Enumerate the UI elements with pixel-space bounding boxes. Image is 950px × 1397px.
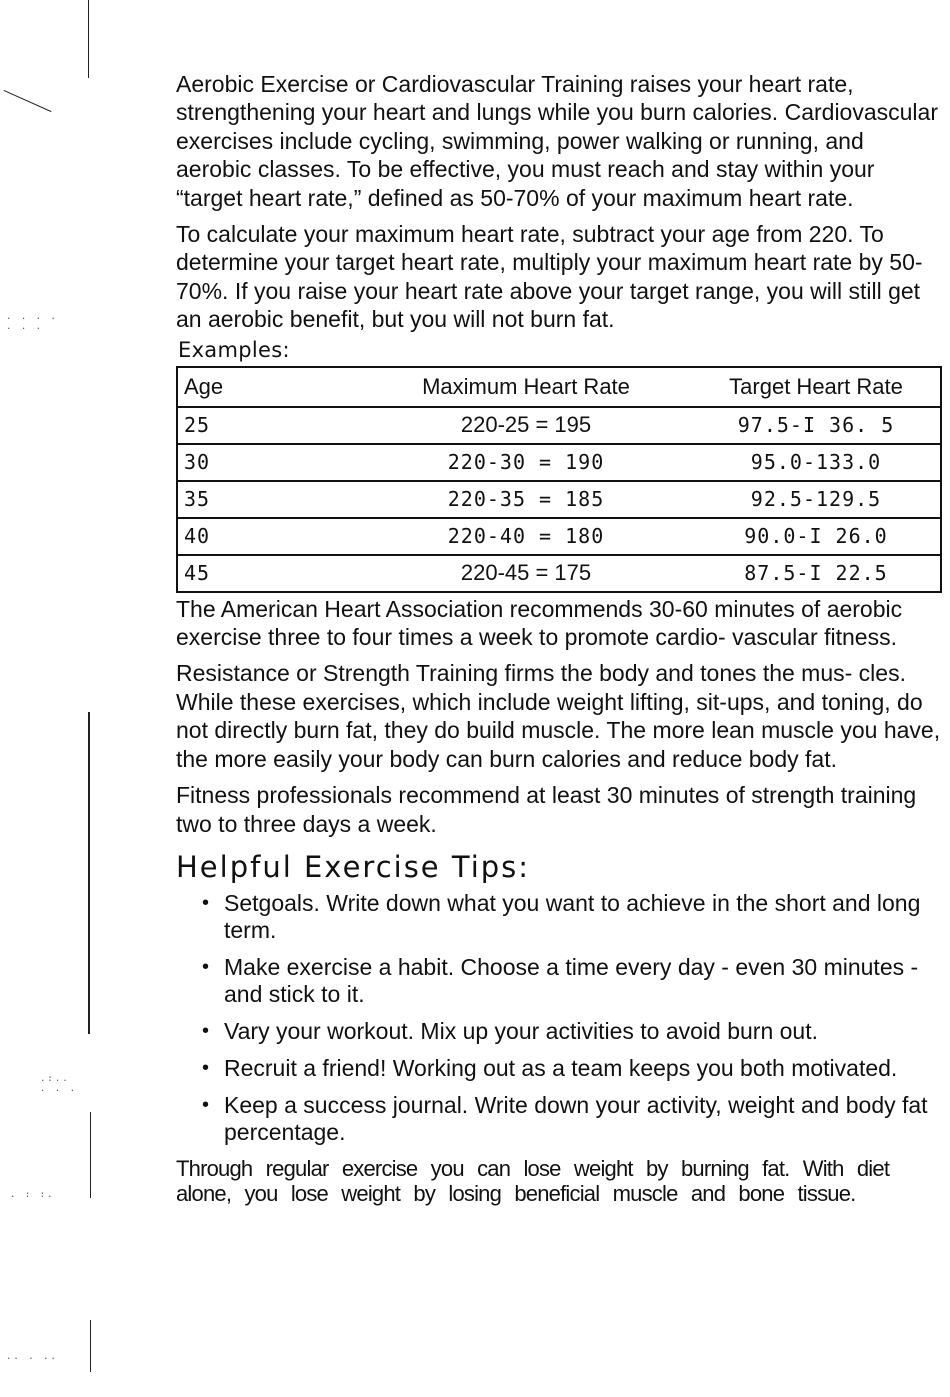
professionals-paragraph: Fitness professionals recommend at least 30 minutes of strength training two to three days a week. [176,782,917,837]
header-max-heart-rate: Maximum Heart Rate [360,367,692,407]
cell-max: 220-40 = 180 [360,518,692,555]
closing-paragraph: Through regular exercise you can lose weight by burning fat. With diet alone, you lose weight by losing beneficial muscle and bone tissue. [176,1155,890,1206]
cell-max: 220-30 = 190 [360,444,692,481]
cell-age: 35 [177,481,360,518]
cell-target: 95.0-133.0 [692,444,941,481]
table-row [177,555,941,592]
list-item [204,1018,941,1045]
tips-heading: Helpful Exercise Tips: [176,849,531,884]
bullet-icon: • [202,1093,210,1116]
examples-label: Examples: [178,337,290,362]
cell-age: 25 [177,407,360,444]
cell-target: 92.5-129.5 [692,481,941,518]
cell-target: 87.5-I 22.5 [692,555,941,592]
table-header-row [177,367,941,407]
bullet-icon: • [202,1019,210,1042]
cell-age: 30 [177,444,360,481]
header-target-heart-rate: Target Heart Rate [692,367,941,407]
cell-target: 97.5-I 36. 5 [692,407,941,444]
tip-text: Recruit a friend! Working out as a team keeps you both motivated. [224,1054,898,1081]
list-item [204,890,941,944]
cell-max: 220-25 = 195 [360,407,692,444]
scan-noise-1: . . . . . . . [6,312,58,332]
table-row [177,444,941,481]
bullet-icon: • [202,891,210,914]
tip-text: Make exercise a habit. Choose a time every day - even 30 minutes - and stick to it. [224,953,919,1007]
main-content [176,70,941,1228]
cell-max: 220-45 = 175 [360,555,692,592]
calculate-paragraph: To calculate your maximum heart rate, subtract your age from 220. To determine your target heart rate, multiply your maximum heart rate by 50-70%. If you raise your heart rate above your target range, you will still get an aerobic benefit, but you will not burn fat. [176,221,923,333]
tip-text: Keep a success journal. Write down your activity, weight and body fat percentage. [224,1091,928,1145]
scan-noise-2: .:.. . . . [40,1074,78,1094]
list-item [204,1055,941,1082]
scan-slash [4,90,52,112]
scan-noise-4: .. . .. [6,1352,58,1362]
tips-list [204,890,941,1146]
list-item [204,1092,941,1146]
aha-paragraph: The American Heart Association recommends 30-60 minutes of aerobic exercise three to four times a week to promote cardio- vascular fitness. [176,595,903,651]
tip-text: Vary your workout. Mix up your activities to avoid burn out. [224,1017,819,1044]
header-age: Age [177,367,360,407]
scan-noise-3: . : :. [10,1190,55,1200]
tip-text: Setgoals. Write down what you want to achieve in the short and long term. [224,889,921,943]
cell-target: 90.0-I 26.0 [692,518,941,555]
scan-mark-lower [90,1112,91,1198]
aerobic-paragraph: Aerobic Exercise or Cardiovascular Training raises your heart rate, strengthening your heart and lungs while you burn calories. Cardiovascular exercises include cycling, swimming, power walking or running, and aerobic classes. To be effective, you must reach and stay within your “target heart rate,” defined as 50-70% of your maximum heart rate. [176,71,938,211]
table-row [177,518,941,555]
table-row [177,407,941,444]
cell-age: 45 [177,555,360,592]
scan-mark-top [88,0,89,78]
bullet-icon: • [202,955,210,978]
bullet-icon: • [202,1056,210,1079]
cell-age: 40 [177,518,360,555]
heart-rate-table [176,366,942,593]
table-row [177,481,941,518]
list-item [204,954,941,1008]
scan-mark-middle [88,712,90,1034]
resistance-paragraph: Resistance or Strength Training firms the body and tones the mus- cles. While these exercises, which include weight lifting, sit-ups, and toning, do not directly burn fat, they do build muscle. The more lean muscle you have, the more easily your body can burn calories and reduce body fat. [176,660,941,772]
scan-mark-bottom [90,1320,91,1372]
cell-max: 220-35 = 185 [360,481,692,518]
